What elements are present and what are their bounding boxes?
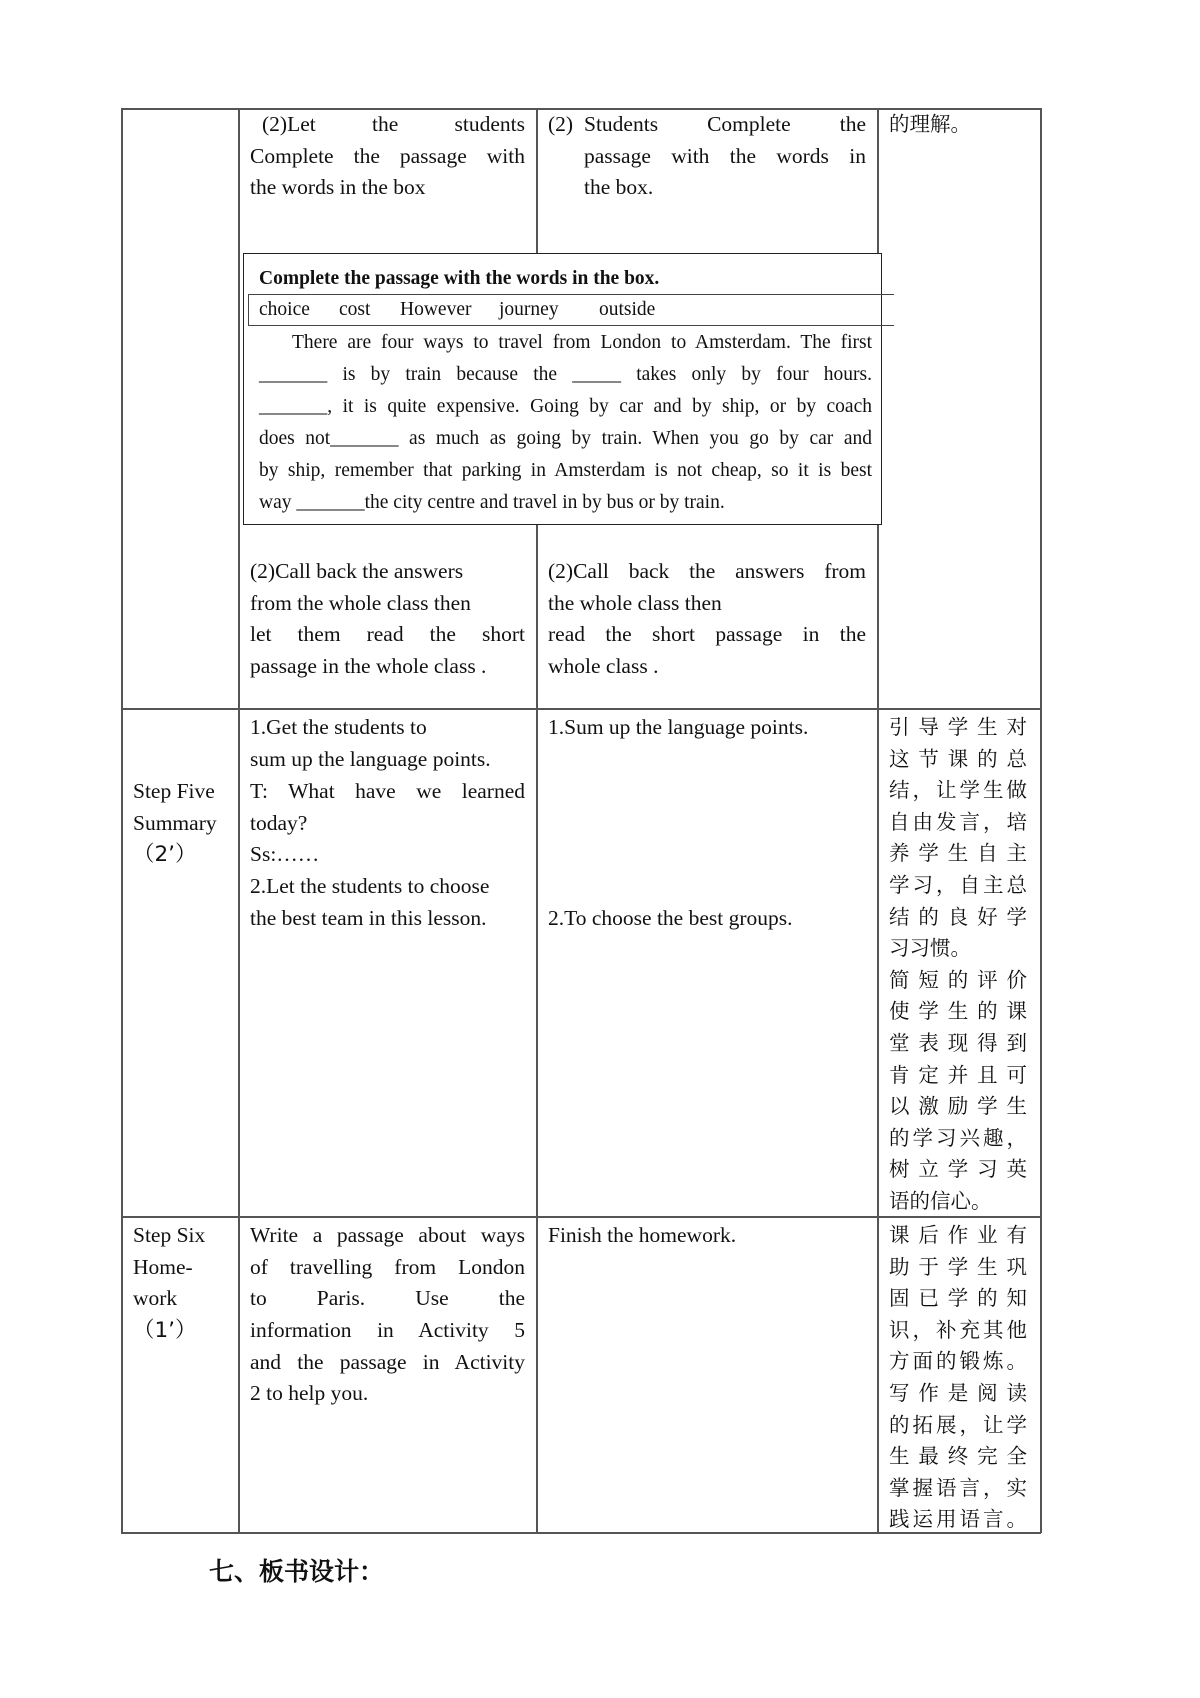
row1-student-number: (2) <box>548 112 574 136</box>
step6-teacher-line-4: information in Activity 5 <box>250 1318 525 1342</box>
step6-purpose-line-5: 方面的锻炼。 <box>889 1349 1027 1374</box>
word-cost: cost <box>339 299 371 320</box>
step5-purpose-line-7: 结的良好学 <box>889 904 1027 929</box>
step5-teacher-line-4: today? <box>250 811 308 835</box>
step6-purpose-line-10: 践运用语言。 <box>889 1507 1027 1532</box>
step6-purpose-line-7: 的拓展，让学 <box>889 1412 1027 1437</box>
passage-line-4: does not_______ as much as going by train. When you go by car and <box>259 428 872 449</box>
exercise-box <box>243 253 882 525</box>
passage-line-6: way _______the city centre and travel in by bus or by train. <box>259 492 725 513</box>
row1b-teacher-line-2: from the whole class then <box>250 591 471 615</box>
step6-teacher-line-5: and the passage in Activity <box>250 1350 525 1374</box>
table-border-right <box>1040 108 1042 1533</box>
step6-teacher-line-2: of travelling from London <box>250 1255 525 1279</box>
step6-teacher-line-6: 2 to help you. <box>250 1381 369 1405</box>
row1b-student-line-1: (2)Call back the answers from <box>548 559 866 583</box>
section-heading-blackboard-design: 七、板书设计： <box>209 1557 385 1586</box>
step5-purpose-line-9: 简短的评价 <box>889 967 1027 992</box>
step6-label-line-3: work <box>133 1286 178 1310</box>
step6-purpose-line-8: 生最终完全 <box>889 1444 1027 1469</box>
row1-teacher-line-1: (2)Let the students <box>262 112 525 136</box>
step5-teacher-line-5: Ss:…… <box>250 842 320 866</box>
word-journey: journey <box>499 299 559 320</box>
step5-purpose <box>889 712 1027 1218</box>
step5-label-line-2: Summary <box>133 811 217 835</box>
step6-purpose-line-1: 课后作业有 <box>889 1223 1027 1247</box>
step6-label-line-2: Home- <box>133 1255 193 1279</box>
step5-teacher-line-3: T: What have we learned <box>250 779 525 803</box>
row1-student-line-3: the box. <box>584 175 654 199</box>
passage-line-1: There are four ways to travel from London to Amsterdam. The first <box>292 332 872 353</box>
step5-label-line-1: Step Five <box>133 779 215 803</box>
row1b-student-line-4: whole class . <box>548 654 659 678</box>
word-however: However <box>400 299 472 320</box>
step6-purpose-line-2: 助于学生巩 <box>889 1254 1027 1279</box>
row-divider-1 <box>121 708 1041 710</box>
step6-teacher-line-1: Write a passage about ways <box>250 1223 525 1247</box>
table-border-left <box>121 108 123 1533</box>
word-box <box>248 294 894 326</box>
word-choice: choice <box>259 299 310 320</box>
row1-teacher-line-2: Complete the passage with <box>250 144 525 168</box>
step6-label-line-1: Step Six <box>133 1223 206 1247</box>
row1b-teacher-line-4: passage in the whole class . <box>250 654 487 678</box>
row1-student-line-1: Students Complete the <box>584 112 866 136</box>
row1b-teacher-line-3: let them read the short <box>250 622 525 646</box>
step5-teacher-line-1: 1.Get the students to <box>250 715 427 739</box>
row1-teacher-line-3: the words in the box <box>250 175 426 199</box>
step5-student-line-2: 2.To choose the best groups. <box>548 906 793 930</box>
step5-teacher-line-7: the best team in this lesson. <box>250 906 487 930</box>
step5-purpose-line-15: 树立学习英 <box>889 1157 1027 1182</box>
row1-student-line-2: passage with the words in <box>584 144 866 168</box>
step6-student-activity: Finish the homework. <box>548 1223 737 1247</box>
step5-purpose-line-4: 自由发言，培 <box>889 809 1027 834</box>
step5-purpose-line-14: 的学习兴趣， <box>889 1125 1027 1150</box>
word-outside: outside <box>599 299 656 320</box>
row1b-teacher-line-1: (2)Call back the answers <box>250 559 464 583</box>
step5-teacher-line-6: 2.Let the students to choose <box>250 874 490 898</box>
row1b-student-line-2: the whole class then <box>548 591 722 615</box>
step5-label-line-3: （2’） <box>133 842 197 867</box>
step6-purpose-line-9: 掌握语言，实 <box>889 1475 1027 1500</box>
step5-purpose-line-12: 肯定并且可 <box>889 1062 1027 1087</box>
row1-purpose-text: 的理解。 <box>889 112 971 136</box>
step5-purpose-line-11: 堂表现得到 <box>889 1030 1027 1055</box>
passage-line-3: _______, it is quite expensive. Going by car and by ship, or by coach <box>259 396 872 417</box>
step6-purpose-line-6: 写作是阅读 <box>889 1380 1027 1405</box>
exercise-title: Complete the passage with the words in the box. <box>259 268 660 289</box>
step6-label-line-4: （1’） <box>133 1318 197 1343</box>
step5-teacher-line-2: sum up the language points. <box>250 747 491 771</box>
step5-purpose-line-3: 结，让学生做 <box>889 778 1027 803</box>
step5-student-line-1: 1.Sum up the language points. <box>548 715 809 739</box>
step6-teacher-line-3: to Paris. Use the <box>250 1286 525 1310</box>
step6-purpose <box>889 1220 1027 1536</box>
step5-purpose-line-5: 养学生自主 <box>889 841 1027 866</box>
step5-purpose-line-10: 使学生的课 <box>889 999 1027 1024</box>
step5-purpose-line-13: 以激励学生 <box>889 1094 1027 1119</box>
step5-purpose-line-2: 这节课的总 <box>889 746 1027 771</box>
step5-purpose-line-16: 语的信心。 <box>889 1188 992 1213</box>
passage-line-5: by ship, remember that parking in Amsterdam is not cheap, so it is best <box>259 460 872 481</box>
step5-purpose-line-1: 引导学生对 <box>889 715 1027 739</box>
step5-purpose-line-6: 学习，自主总 <box>889 872 1027 897</box>
row1b-student-line-3: read the short passage in the <box>548 622 866 646</box>
step6-purpose-line-4: 识，补充其他 <box>889 1317 1027 1342</box>
step6-purpose-line-3: 固已学的知 <box>889 1286 1027 1311</box>
step5-purpose-line-8: 习习惯。 <box>889 936 971 961</box>
column-divider-1 <box>238 108 240 1533</box>
passage-line-2: _______ is by train because the _____ takes only by four hours. <box>259 364 872 385</box>
